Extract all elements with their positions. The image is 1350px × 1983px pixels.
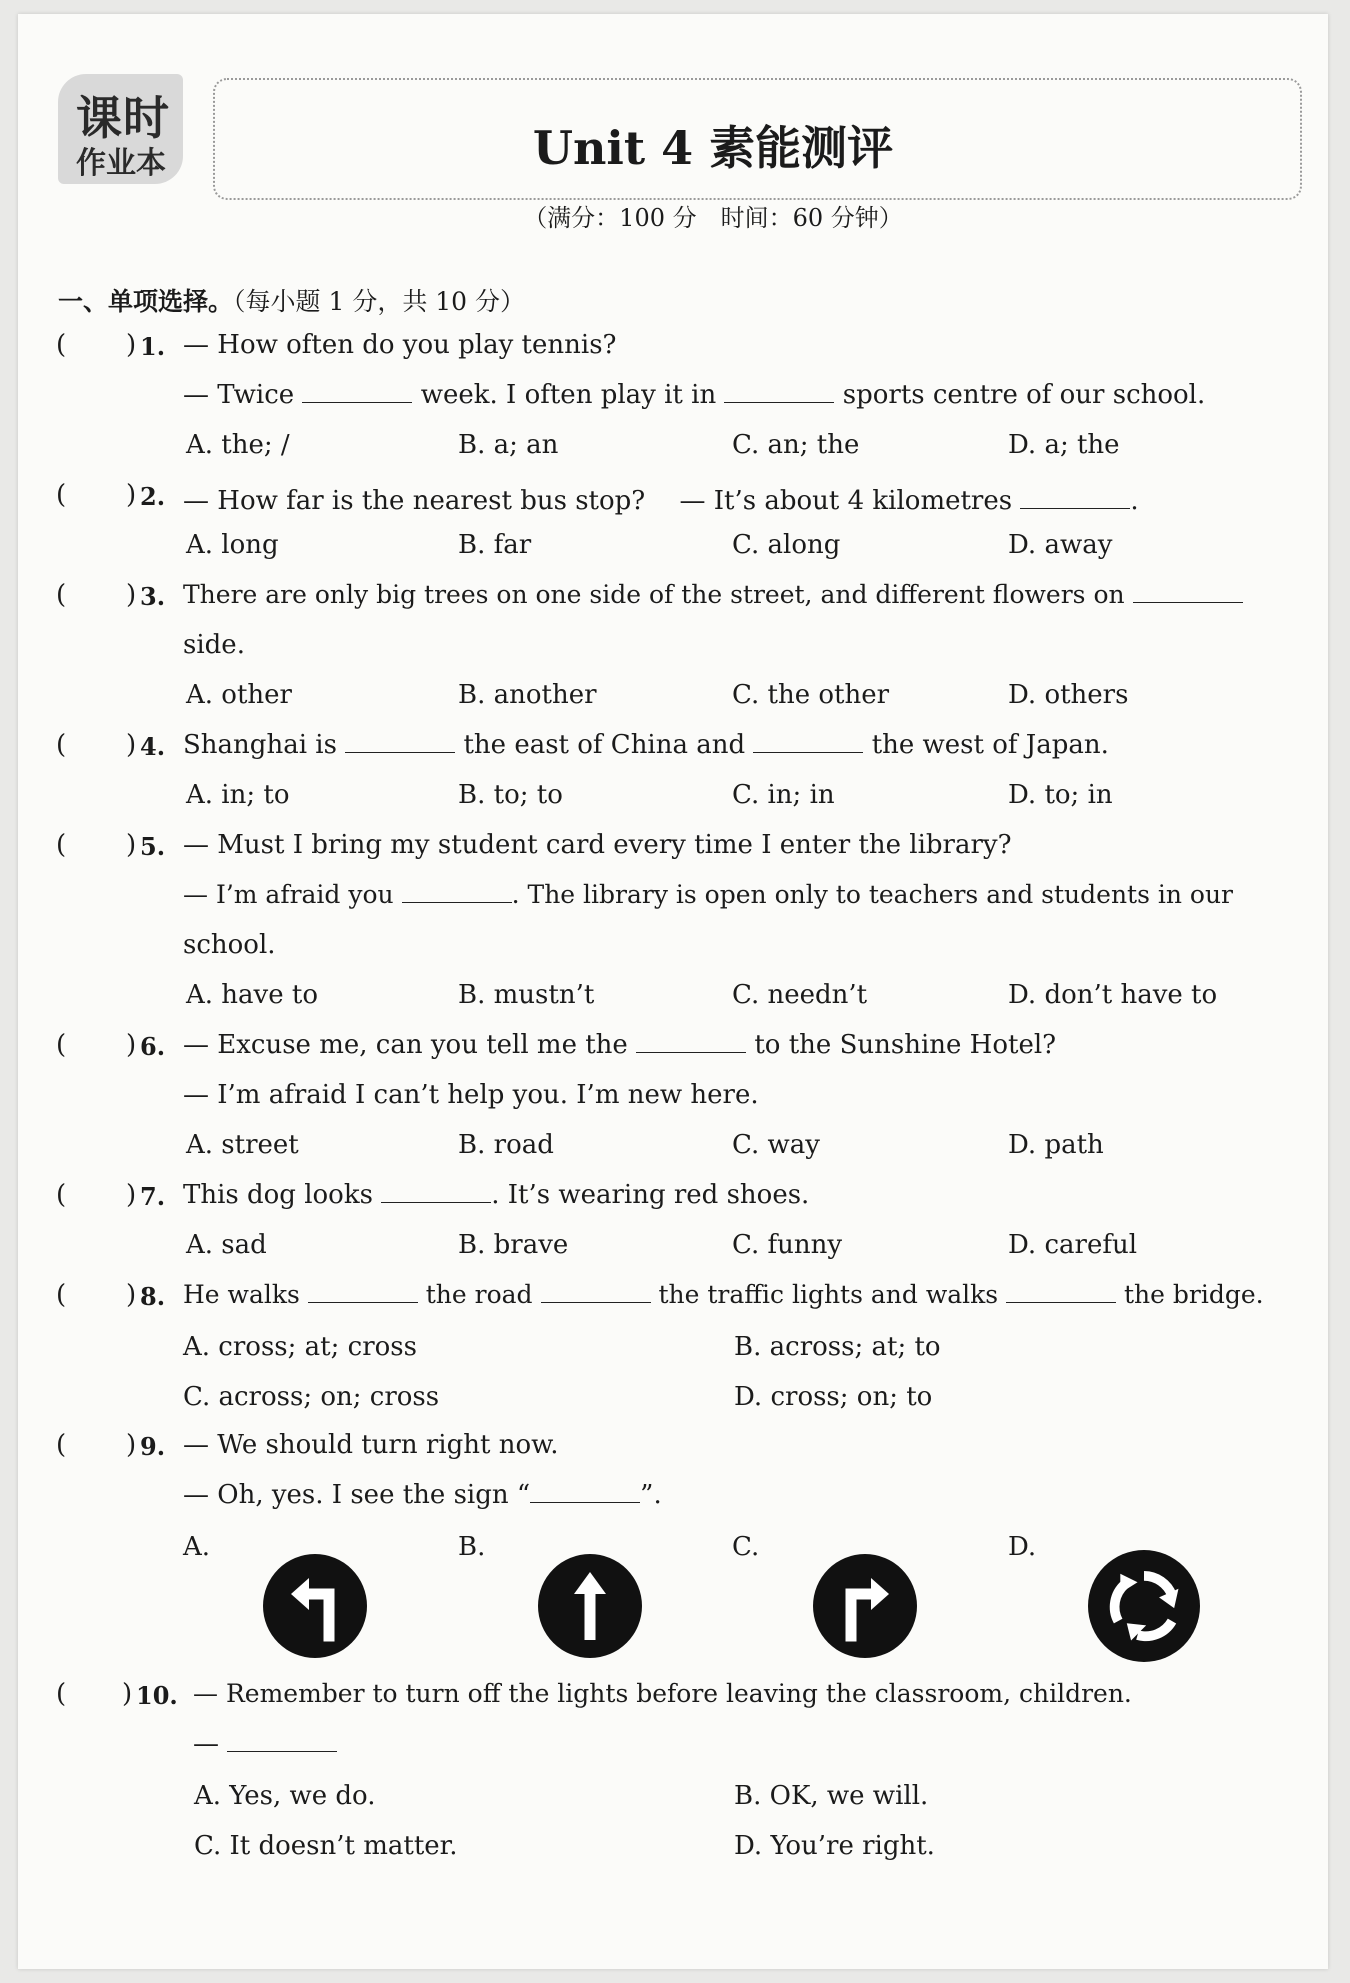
option-c[interactable]: C. funny	[732, 1230, 843, 1260]
answer-blank[interactable]	[402, 880, 512, 903]
answer-blank[interactable]	[541, 1280, 651, 1303]
option-b[interactable]: B. a; an	[458, 430, 559, 460]
option-d[interactable]: D.	[1008, 1532, 1037, 1562]
option-d[interactable]: D. to; in	[1008, 780, 1113, 810]
page-title: Unit 4 素能测评	[532, 121, 894, 175]
option-c[interactable]: C. needn’t	[732, 980, 868, 1010]
page-subtitle: （满分：100 分 时间：60 分钟）	[523, 204, 903, 232]
section-heading: 一、单项选择。（每小题 1 分，共 10 分）	[58, 287, 526, 316]
question-text: —	[193, 1729, 337, 1759]
option-a[interactable]: A. the; /	[186, 430, 290, 460]
question-text: — Oh, yes. I see the sign “ ”.	[183, 1480, 662, 1510]
question-text: — I’m afraid I can’t help you. I’m new here.	[183, 1080, 759, 1110]
option-b[interactable]: B. across; at; to	[734, 1332, 941, 1362]
question-text: There are only big trees on one side of the street, and different flowers on	[183, 580, 1243, 609]
question-text: Shanghai is the east of China and the west of Japan.	[183, 730, 1109, 760]
question-text: — How far is the nearest bus stop? — It’s about 4 kilometres .	[183, 486, 1139, 516]
question-number: 9.	[140, 1432, 166, 1461]
answer-blank[interactable]	[227, 1729, 337, 1752]
option-c[interactable]: C. the other	[732, 680, 890, 710]
question-text: side.	[183, 630, 245, 660]
option-b[interactable]: B. brave	[458, 1230, 569, 1260]
question-text: school.	[183, 930, 276, 960]
option-d[interactable]: D. careful	[1008, 1230, 1138, 1260]
option-c[interactable]: C. an; the	[732, 430, 860, 460]
option-d[interactable]: D. away	[1008, 530, 1113, 560]
logo-line1: 课时	[76, 91, 170, 145]
answer-blank[interactable]	[302, 380, 412, 403]
question-text: — Must I bring my student card every time I enter the library?	[183, 830, 1012, 860]
option-a[interactable]: A. street	[186, 1130, 299, 1160]
option-b[interactable]: B. mustn’t	[458, 980, 595, 1010]
option-b[interactable]: B. road	[458, 1130, 554, 1160]
option-a[interactable]: A. have to	[186, 980, 318, 1010]
option-a[interactable]: A. other	[186, 680, 292, 710]
question-number: 4.	[140, 732, 166, 761]
question-text: — I’m afraid you . The library is open only to teachers and students in our	[183, 880, 1234, 909]
option-d[interactable]: D. others	[1008, 680, 1129, 710]
option-c[interactable]: C. way	[732, 1130, 820, 1160]
question-text: — We should turn right now.	[183, 1430, 559, 1460]
question-text: — Remember to turn off the lights before leaving the classroom, children.	[193, 1679, 1132, 1708]
question-text: He walks the road the traffic lights and walks the bridge.	[183, 1280, 1264, 1309]
option-b[interactable]: B. OK, we will.	[734, 1781, 929, 1811]
turn-right-sign-icon[interactable]	[813, 1554, 917, 1658]
answer-blank[interactable]	[724, 380, 834, 403]
option-d[interactable]: D. a; the	[1008, 430, 1120, 460]
answer-blank[interactable]	[753, 730, 863, 753]
question-number: 8.	[140, 1282, 166, 1311]
roundabout-arrows-icon	[1088, 1550, 1200, 1662]
answer-blank[interactable]	[1133, 580, 1243, 603]
answer-blank[interactable]	[345, 730, 455, 753]
turn-left-arrow-icon	[263, 1554, 367, 1658]
question-number: 2.	[140, 482, 166, 511]
go-straight-sign-icon[interactable]	[538, 1554, 642, 1658]
worksheet-page: 课时 作业本 Unit 4 素能测评 （满分：100 分 时间：60 分钟） 一、单项选择。（每小题 1 分，共 10 分） ( ) 1. — How often do you play tennis? — Twice week. I often play it in sports centre of our school. A. the; / B. a; an C. an; the D. a; the ( ) 2. — How far is the nearest bus stop? — It’s about 4 kilometres . A. long B. far C. along D. away ( ) 3. There are only big trees on one side of the street, and different flowers on side. A. other B. another C. the other D. others ( ) 4. Shanghai is the east of China and the west of Japan. A. in; to B. to; to C. in; in D. to; in ( ) 5. — Must I bring my student card every time I enter the library? — I’m afraid you . The library is open only to teachers and students in our school. A. have to B. mustn’t C. needn’t D. don’t have to ( ) 6. — Excuse me, can you tell me the to the Sunshine Hotel? — I’m afraid I can’t help you. I’m new here. A. street B. road C. way D. path ( ) 7. This dog looks . It’s wearing red shoes. A. sad B. brave C. funny D. careful ( ) 8. He walks the road the traffic lights and walks the bridge. A. cross; at; cross B. across; at; to C. across; on; cross D. cross; on; to ( ) 9. — We should turn right now. — Oh, yes. I see the sign “ ”. A. B. C. D. ( ) 10. — Remember to turn off the lights before leaving the classroom, children. — A. Yes, we do. B. OK, we will. C. It doesn’t matter. D. You’re right.	[18, 14, 1328, 1969]
option-c[interactable]: C. across; on; cross	[183, 1382, 440, 1412]
option-d[interactable]: D. don’t have to	[1008, 980, 1218, 1010]
option-a[interactable]: A. long	[186, 530, 279, 560]
logo-line2: 作业本	[76, 146, 166, 181]
question-number: 5.	[140, 832, 166, 861]
option-a[interactable]: A. sad	[186, 1230, 267, 1260]
option-a[interactable]: A. Yes, we do.	[194, 1781, 376, 1811]
option-a[interactable]: A.	[183, 1532, 211, 1562]
turn-left-sign-icon[interactable]	[263, 1554, 367, 1658]
option-d[interactable]: D. path	[1008, 1130, 1104, 1160]
option-b[interactable]: B. to; to	[458, 780, 563, 810]
question-text: This dog looks . It’s wearing red shoes.	[183, 1180, 810, 1210]
option-c[interactable]: C. along	[732, 530, 841, 560]
question-number: 7.	[140, 1182, 166, 1211]
answer-blank[interactable]	[1020, 486, 1130, 509]
question-text: — Excuse me, can you tell me the to the Sunshine Hotel?	[183, 1030, 1057, 1060]
roundabout-sign-icon[interactable]	[1088, 1550, 1200, 1662]
option-b[interactable]: B.	[458, 1532, 486, 1562]
option-c[interactable]: C.	[732, 1532, 760, 1562]
option-c[interactable]: C. in; in	[732, 780, 835, 810]
answer-blank[interactable]	[308, 1280, 418, 1303]
option-c[interactable]: C. It doesn’t matter.	[194, 1831, 458, 1861]
option-d[interactable]: D. cross; on; to	[734, 1382, 933, 1412]
up-arrow-icon	[538, 1554, 642, 1658]
option-b[interactable]: B. far	[458, 530, 532, 560]
answer-blank[interactable]	[530, 1480, 640, 1503]
answer-blank[interactable]	[636, 1030, 746, 1053]
answer-blank[interactable]	[1006, 1280, 1116, 1303]
option-d[interactable]: D. You’re right.	[734, 1831, 935, 1861]
turn-right-arrow-icon	[813, 1554, 917, 1658]
question-number: 6.	[140, 1032, 166, 1061]
question-number: 3.	[140, 582, 166, 611]
option-b[interactable]: B. another	[458, 680, 597, 710]
option-a[interactable]: A. in; to	[186, 780, 290, 810]
question-text: — How often do you play tennis?	[183, 330, 617, 360]
question-number: 10.	[136, 1681, 178, 1710]
question-text: — Twice week. I often play it in sports centre of our school.	[183, 380, 1206, 410]
option-a[interactable]: A. cross; at; cross	[183, 1332, 417, 1362]
answer-blank[interactable]	[381, 1180, 491, 1203]
question-number: 1.	[140, 332, 166, 361]
